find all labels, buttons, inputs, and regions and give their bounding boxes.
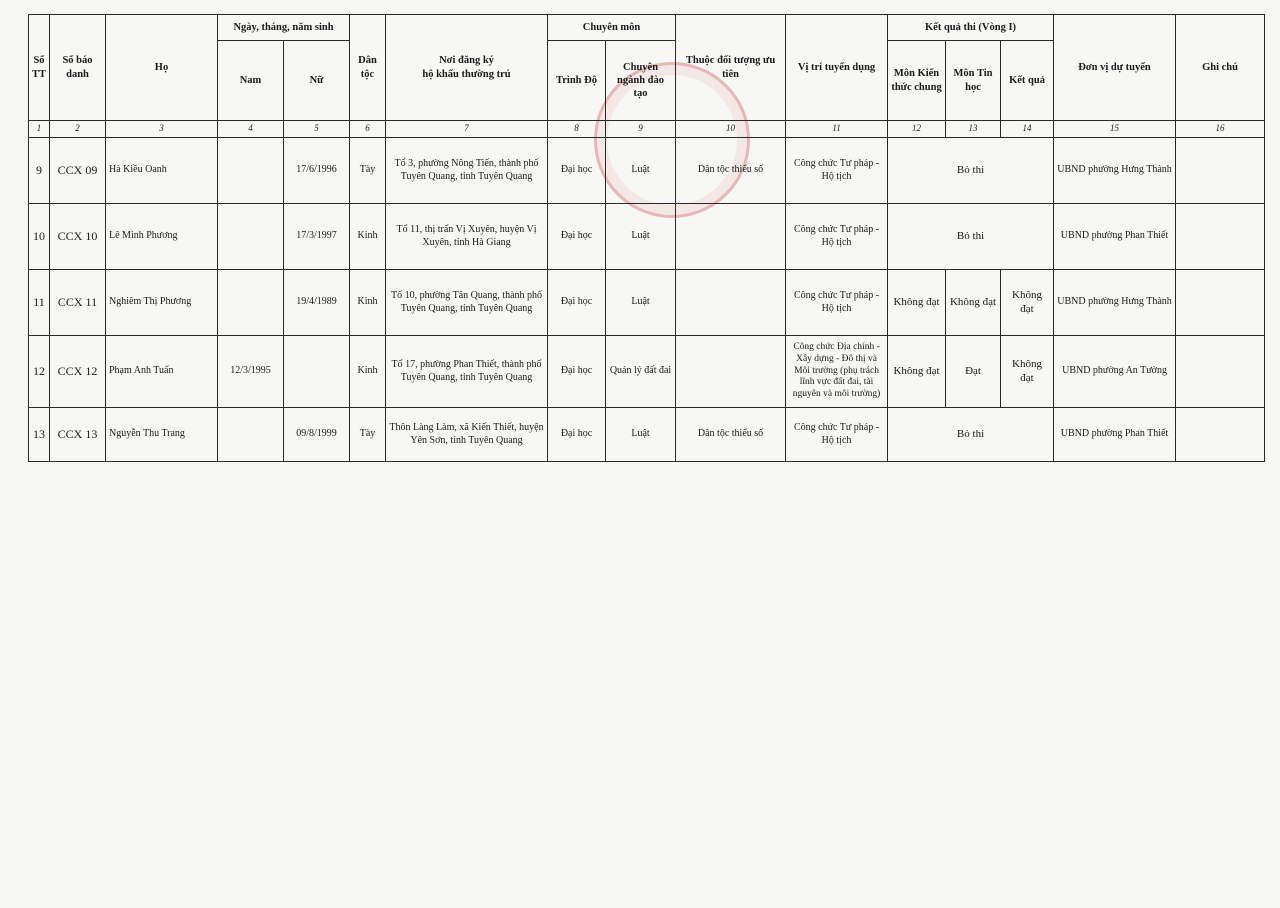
results-table — [28, 14, 1265, 462]
cell-tinhoc: Không đạt — [946, 270, 1001, 336]
cell-ho: Lê Minh Phương — [106, 204, 218, 270]
cell-ghichu — [1176, 336, 1265, 408]
cell-dantoc: Kinh — [350, 204, 386, 270]
cell-nu: 09/8/1999 — [284, 408, 350, 462]
cell-nam: 12/3/1995 — [218, 336, 284, 408]
cell-dantoc: Tày — [350, 138, 386, 204]
cell-dantoc: Kinh — [350, 336, 386, 408]
cell-diachi: Tổ 10, phường Tân Quang, thành phố Tuyên Quang, tỉnh Tuyên Quang — [386, 270, 548, 336]
cell-diachi: Tổ 11, thị trấn Vị Xuyên, huyện Vị Xuyên, tỉnh Hà Giang — [386, 204, 548, 270]
cell-nam — [218, 204, 284, 270]
header-trinhdo: Trình Độ — [548, 41, 606, 121]
cell-donvi: UBND phường Phan Thiết — [1054, 408, 1176, 462]
index-cell: 3 — [106, 121, 218, 138]
cell-stt: 10 — [29, 204, 50, 270]
cell-stt: 11 — [29, 270, 50, 336]
header-dob-nu: Nữ — [284, 41, 350, 121]
header-tinhoc: Môn Tin học — [946, 41, 1001, 121]
cell-ghichu — [1176, 408, 1265, 462]
cell-nam — [218, 138, 284, 204]
cell-uutien: Dân tộc thiểu số — [676, 408, 786, 462]
header-ho: Họ — [106, 15, 218, 121]
cell-diachi: Thôn Làng Làm, xã Kiến Thiết, huyện Yên Sơn, tỉnh Tuyên Quang — [386, 408, 548, 462]
header-ghichu: Ghi chú — [1176, 15, 1265, 121]
cell-uutien — [676, 336, 786, 408]
cell-nu: 17/3/1997 — [284, 204, 350, 270]
cell-kienthuc: Không đạt — [888, 336, 946, 408]
header-chuyenmon: Chuyên môn — [548, 15, 676, 41]
header-uutien: Thuộc đối tượng ưu tiên — [676, 15, 786, 121]
cell-vitri: Công chức Tư pháp - Hộ tịch — [786, 138, 888, 204]
cell-ketqua: Không đạt — [1001, 270, 1054, 336]
cell-ketqua-merged: Bỏ thi — [888, 138, 1054, 204]
index-cell: 10 — [676, 121, 786, 138]
index-cell: 4 — [218, 121, 284, 138]
index-cell: 11 — [786, 121, 888, 138]
header-ketqua-col: Kết quả — [1001, 41, 1054, 121]
cell-ho: Hà Kiều Oanh — [106, 138, 218, 204]
table-row — [29, 138, 1265, 204]
cell-chuyennganh: Quản lý đất đai — [606, 336, 676, 408]
index-cell: 2 — [50, 121, 106, 138]
cell-trinhdo: Đại học — [548, 204, 606, 270]
header-noidangky-line2: hộ khẩu thường trú — [422, 68, 511, 80]
cell-tinhoc: Đạt — [946, 336, 1001, 408]
cell-ho: Nghiêm Thị Phương — [106, 270, 218, 336]
header-ketqua: Kết quả thi (Vòng I) — [888, 15, 1054, 41]
cell-vitri: Công chức Địa chính - Xây dựng - Đô thị và Môi trường (phụ trách lĩnh vực đất đai, tài nguyên và môi trường) — [786, 336, 888, 408]
cell-nu — [284, 336, 350, 408]
index-cell: 7 — [386, 121, 548, 138]
table-row — [29, 204, 1265, 270]
cell-stt: 9 — [29, 138, 50, 204]
cell-ketqua: Không đạt — [1001, 336, 1054, 408]
cell-diachi: Tổ 3, phường Nông Tiến, thành phố Tuyên Quang, tỉnh Tuyên Quang — [386, 138, 548, 204]
cell-uutien — [676, 270, 786, 336]
cell-chuyennganh: Luật — [606, 138, 676, 204]
table-row — [29, 336, 1265, 408]
header-stt: Số TT — [29, 15, 50, 121]
table-row — [29, 270, 1265, 336]
header-noidangky-line1: Nơi đăng ký — [439, 55, 494, 67]
index-cell: 1 — [29, 121, 50, 138]
index-cell: 6 — [350, 121, 386, 138]
cell-sbd: CCX 13 — [50, 408, 106, 462]
cell-ghichu — [1176, 204, 1265, 270]
header-kienthuc: Môn Kiến thức chung — [888, 41, 946, 121]
cell-sbd: CCX 09 — [50, 138, 106, 204]
cell-chuyennganh: Luật — [606, 204, 676, 270]
cell-ghichu — [1176, 270, 1265, 336]
index-cell: 15 — [1054, 121, 1176, 138]
header-dob: Ngày, tháng, năm sinh — [218, 15, 350, 41]
cell-vitri: Công chức Tư pháp - Hộ tịch — [786, 270, 888, 336]
index-cell: 9 — [606, 121, 676, 138]
cell-uutien: Dân tộc thiểu số — [676, 138, 786, 204]
index-cell: 13 — [946, 121, 1001, 138]
index-cell: 12 — [888, 121, 946, 138]
cell-chuyennganh: Luật — [606, 408, 676, 462]
cell-diachi: Tổ 17, phường Phan Thiết, thành phố Tuyên Quang, tỉnh Tuyên Quang — [386, 336, 548, 408]
index-cell: 16 — [1176, 121, 1265, 138]
index-cell: 14 — [1001, 121, 1054, 138]
header-noidangky — [386, 15, 548, 121]
cell-nam — [218, 408, 284, 462]
cell-dantoc: Tày — [350, 408, 386, 462]
cell-ketqua-merged: Bỏ thi — [888, 204, 1054, 270]
cell-nu: 17/6/1996 — [284, 138, 350, 204]
cell-trinhdo: Đại học — [548, 138, 606, 204]
header-sbd: Số báo danh — [50, 15, 106, 121]
cell-sbd: CCX 12 — [50, 336, 106, 408]
cell-vitri: Công chức Tư pháp - Hộ tịch — [786, 408, 888, 462]
cell-sbd: CCX 10 — [50, 204, 106, 270]
header-dob-nam: Nam — [218, 41, 284, 121]
cell-donvi: UBND phường An Tường — [1054, 336, 1176, 408]
cell-trinhdo: Đại học — [548, 408, 606, 462]
index-cell: 5 — [284, 121, 350, 138]
header-chuyennganh: Chuyên ngành đào tạo — [606, 41, 676, 121]
cell-donvi: UBND phường Hưng Thành — [1054, 270, 1176, 336]
cell-uutien — [676, 204, 786, 270]
cell-ho: Nguyễn Thu Trang — [106, 408, 218, 462]
cell-sbd: CCX 11 — [50, 270, 106, 336]
cell-ghichu — [1176, 138, 1265, 204]
cell-nam — [218, 270, 284, 336]
cell-kienthuc: Không đạt — [888, 270, 946, 336]
table-row — [29, 408, 1265, 462]
document-sheet — [28, 14, 1264, 462]
cell-ketqua-merged: Bỏ thi — [888, 408, 1054, 462]
cell-ho: Phạm Anh Tuấn — [106, 336, 218, 408]
cell-donvi: UBND phường Hưng Thành — [1054, 138, 1176, 204]
cell-vitri: Công chức Tư pháp - Hộ tịch — [786, 204, 888, 270]
header-donvi: Đơn vị dự tuyển — [1054, 15, 1176, 121]
cell-trinhdo: Đại học — [548, 270, 606, 336]
cell-stt: 13 — [29, 408, 50, 462]
column-index-row — [29, 121, 1265, 138]
cell-dantoc: Kinh — [350, 270, 386, 336]
cell-trinhdo: Đại học — [548, 336, 606, 408]
header-dantoc: Dân tộc — [350, 15, 386, 121]
index-cell: 8 — [548, 121, 606, 138]
cell-nu: 19/4/1989 — [284, 270, 350, 336]
cell-donvi: UBND phường Phan Thiết — [1054, 204, 1176, 270]
cell-stt: 12 — [29, 336, 50, 408]
header-vitri: Vị trí tuyển dụng — [786, 15, 888, 121]
cell-chuyennganh: Luật — [606, 270, 676, 336]
